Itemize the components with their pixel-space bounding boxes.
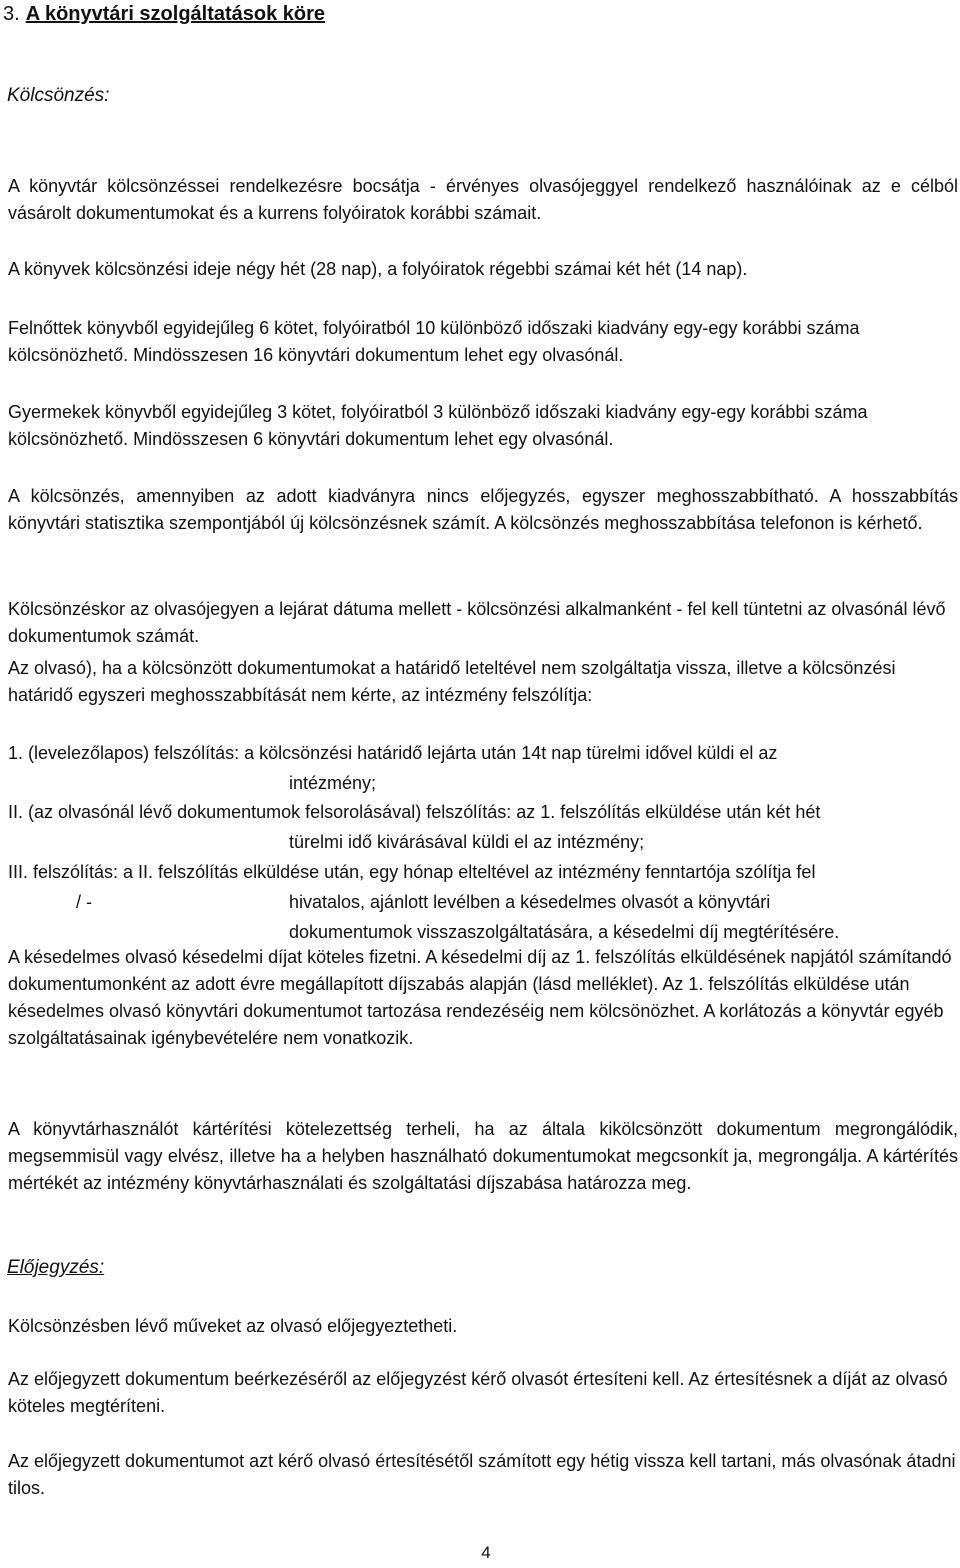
notice-3-continuation: dokumentumok visszaszolgáltatására, a késedelmi díj megtérítésére. xyxy=(289,922,840,942)
notice-2-text: II. (az olvasónál lévő dokumentumok felsorolásával) felszólítás: az 1. felszólítás elküldése után két hét xyxy=(8,802,821,822)
notice-1-text: 1. (levelezőlapos) felszólítás: a kölcsönzési határidő lejárta után 14t nap türelmi idővel küldi el az xyxy=(8,743,778,763)
notice-item-2 xyxy=(8,797,958,857)
notice-3-second-line: hivatalos, ajánlott levélben a késedelmes olvasót a könyvtári xyxy=(289,892,771,912)
paragraph-reservation-notify: Az előjegyzett dokumentum beérkezéséről az előjegyzést kérő olvasót értesíteni kell. Az értesítésnek a díját az olvasó köteles megtéríteni. xyxy=(8,1369,948,1416)
page-number: 4 xyxy=(481,1543,491,1562)
paragraph-overdue: Az olvasó), ha a kölcsönzött dokumentumokat a határidő leteltével nem szolgáltatja vissza, illetve a kölcsönzési határidő egyszeri meghosszabbítását nem kérte, az intézmény felszólítja: xyxy=(8,658,896,705)
section-title: A könyvtári szolgáltatások köre xyxy=(25,3,326,25)
section-heading xyxy=(3,2,325,26)
subtitle-lending: Kölcsönzés: xyxy=(7,85,110,106)
paragraph-renewal: A kölcsönzés, amennyiben az adott kiadványra nincs előjegyzés, egyszer meghosszabbítható. A hosszabbítás könyvtári statisztika szempontjából új kölcsönzésnek számít. A kölcsönzés meghosszabbítása telefonon is kérhető. xyxy=(8,486,958,533)
paragraph-lending-intro: A könyvtár kölcsönzéssei rendelkezésre bocsátja - érvényes olvasójeggyel rendelkező használóinak az e célból vásárolt dokumentumokat és a kurrens folyóiratok korábbi számait. xyxy=(8,176,958,223)
subtitle-reservation: Előjegyzés: xyxy=(7,1257,105,1278)
section-number: 3. xyxy=(3,3,20,25)
paragraph-reservation-hold: Az előjegyzett dokumentumot azt kérő olvasó értesítésétől számított egy hétig vissza kell tartani, más olvasónak átadni tilos. xyxy=(8,1451,956,1498)
paragraph-reservation-intro: Kölcsönzésben lévő műveket az olvasó előjegyeztetheti. xyxy=(8,1316,458,1336)
paragraph-card-note: Kölcsönzéskor az olvasójegyen a lejárat dátuma mellett - kölcsönzési alkalmanként - fel kell tüntetni az olvasónál lévő dokumentumok számát. xyxy=(8,599,946,646)
paragraph-child-limits: Gyermekek könyvből egyidejűleg 3 kötet, folyóiratból 3 különböző időszaki kiadvány egy-egy korábbi száma kölcsönözhető. Mindösszesen 6 könyvtári dokumentum lehet egy olvasónál. xyxy=(8,402,868,449)
notice-3-text: III. felszólítás: a II. felszólítás elküldése után, egy hónap elteltével az intézmény fenntartója szólítja fel xyxy=(8,862,816,882)
notice-2-continuation: türelmi idő kivárásával küldi el az intézmény; xyxy=(289,832,645,852)
notice-item-1 xyxy=(8,738,958,798)
paragraph-lending-period: A könyvek kölcsönzési ideje négy hét (28 nap), a folyóiratok régebbi számai két hét (14 nap). xyxy=(8,259,748,279)
paragraph-compensation: A könyvtárhasználót kártérítési kötelezettség terheli, ha az általa kikölcsönzött dokumentum megrongálódik, megsemmisül vagy elvész, illetve ha a helyben használható dokumentumokat megcsonkít ja, megrongálja. A kártérítés mértékét az intézmény könyvtárhasználati és szolgáltatási díjszabása határozza meg. xyxy=(8,1119,958,1193)
notice-3-mark: / - xyxy=(76,892,92,912)
paragraph-late-fee: A késedelmes olvasó késedelmi díjat köteles fizetni. A késedelmi díj az 1. felszólítás elküldésének napjától számítandó dokumentumonként az adott évre megállapított díjszabás alapján (lásd melléklet). Az 1. felszólítás elküldése után késedelmes olvasó könyvtári dokumentumot tartozása rendezéséig nem kölcsönözhet. A korlátozás a könyvtár egyéb szolgáltatásainak igénybevételére nem vonatkozik. xyxy=(8,947,952,1048)
notice-1-continuation: intézmény; xyxy=(289,773,377,793)
paragraph-adult-limits: Felnőttek könyvből egyidejűleg 6 kötet, folyóiratból 10 különböző időszaki kiadvány egy-egy korábbi száma kölcsönözhető. Mindösszesen 16 könyvtári dokumentum lehet egy olvasónál. xyxy=(8,318,860,365)
notice-item-3 xyxy=(8,857,958,947)
